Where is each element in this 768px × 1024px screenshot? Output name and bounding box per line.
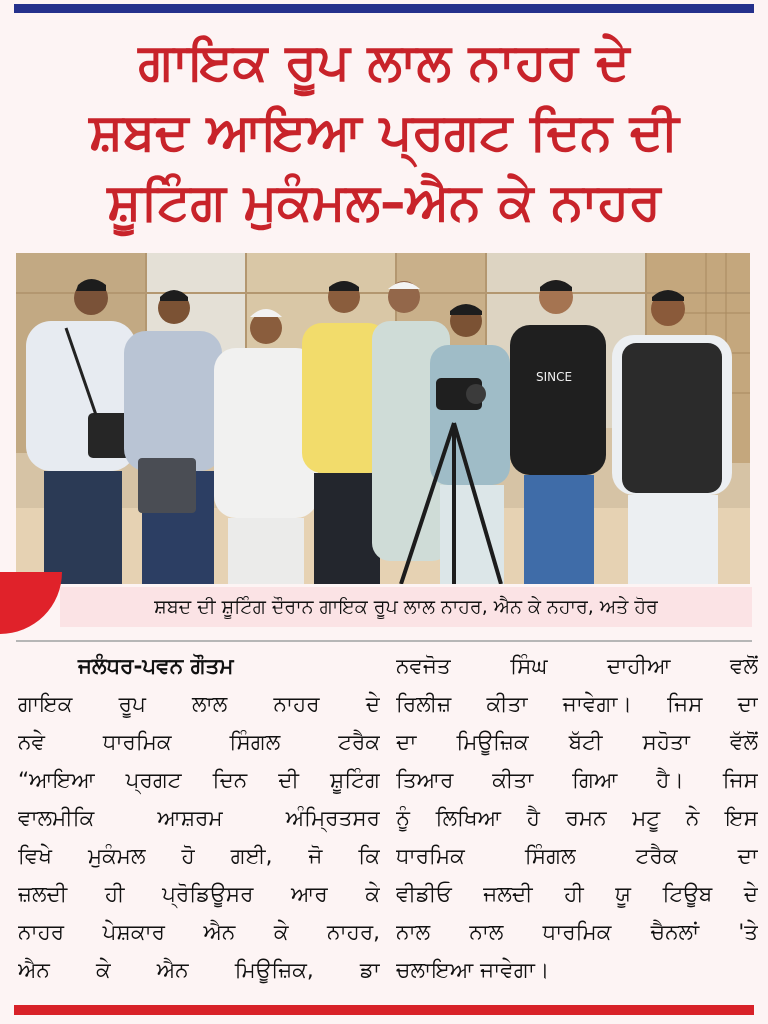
headline-line-1: ਗਾਇਕ ਰੂਪ ਲਾਲ ਨਾਹਰ ਦੇ [138, 33, 630, 92]
article-line: ਵਿਖੇ ਮੁਕੰਮਲ ਹੋ ਗਈ, ਜੋ ਕਿ [18, 844, 380, 869]
tshirt-print: SINCE [536, 370, 573, 384]
article-line: ਨਾਹਰ ਪੇਸ਼ਕਾਰ ਐਨ ਕੇ ਨਾਹਰ, [18, 920, 380, 945]
article-line: ਗਾਇਕ ਰੂਪ ਲਾਲ ਨਾਹਰ ਦੇ [18, 692, 380, 717]
article-line: ਵਾਲਮੀਕਿ ਆਸ਼ਰਮ ਅੰਮ੍ਰਿਤਸਰ [18, 806, 380, 831]
article-column-right [396, 648, 758, 990]
article-line: ਜ਼ਲਦੀ ਹੀ ਪ੍ਰੋਡਿਊਸਰ ਆਰ ਕੇ [18, 882, 380, 907]
bottom-border-bar [14, 1005, 754, 1015]
article-column-left [18, 648, 380, 990]
article-line: ਨਵੇ ਧਾਰਮਿਕ ਸਿੰਗਲ ਟਰੈਕ [18, 730, 380, 755]
headline [22, 28, 746, 238]
article-line: ਵੀਡੀਓ ਜਲਦੀ ਹੀ ਯੂ ਟਿਊਬ ਦੇ [396, 882, 758, 907]
article-line: ਤਿਆਰ ਕੀਤਾ ਗਿਆ ਹੈ। ਜਿਸ [396, 768, 758, 793]
section-divider [16, 640, 752, 642]
article-line: ਰਿਲੀਜ਼ ਕੀਤਾ ਜਾਵੇਗਾ। ਜਿਸ ਦਾ [396, 692, 758, 717]
article-line: ਐਨ ਕੇ ਐਨ ਮਿਊਜ਼ਿਕ, ਡਾ [18, 958, 380, 983]
article-line: ਚਲਾਇਆ ਜਾਵੇਗਾ। [396, 958, 550, 983]
top-border-bar [14, 4, 754, 13]
article-line: ਨਵਜੋਤ ਸਿੰਘ ਦਾਹੀਆ ਵਲੋਂ [396, 654, 758, 679]
article-line: ਨਾਲ ਨਾਲ ਧਾਰਮਿਕ ਚੈਨਲਾਂ 'ਤੇ [396, 920, 758, 945]
article-line: ਦਾ ਮਿਊਜ਼ਿਕ ਬੱਟੀ ਸਹੋਤਾ ਵੱਲੋਂ [396, 730, 758, 755]
news-photo [16, 253, 750, 584]
article-line: ਨੂੰ ਲਿਖਿਆ ਹੈ ਰਮਨ ਮਟੂ ਨੇ ਇਸ [396, 806, 758, 831]
red-corner-accent [0, 572, 62, 634]
photo-caption-bar [60, 587, 752, 627]
photo-caption: ਸ਼ਬਦ ਦੀ ਸ਼ੂਟਿੰਗ ਦੌਰਾਨ ਗਾਇਕ ਰੂਪ ਲਾਲ ਨਾਹਰ, ਐਨ ਕੇ ਨਹਾਰ, ਅਤੇ ਹੋਰ [154, 596, 658, 618]
headline-line-2: ਸ਼ਬਦ ਆਇਆ ਪ੍ਰਗਟ ਦਿਨ ਦੀ [89, 103, 679, 162]
article-line: “ਆਇਆ ਪ੍ਰਗਟ ਦਿਨ ਦੀ ਸ਼ੂਟਿੰਗ [18, 768, 380, 793]
article-line: ਧਾਰਮਿਕ ਸਿੰਗਲ ਟਰੈਕ ਦਾ [396, 844, 758, 869]
headline-line-3: ਸ਼ੂਟਿੰਗ ਮੁਕੰਮਲ–ਐਨ ਕੇ ਨਾਹਰ [107, 173, 661, 232]
byline: ਜਲੰਧਰ-ਪਵਨ ਗੌਤਮ [78, 654, 234, 679]
